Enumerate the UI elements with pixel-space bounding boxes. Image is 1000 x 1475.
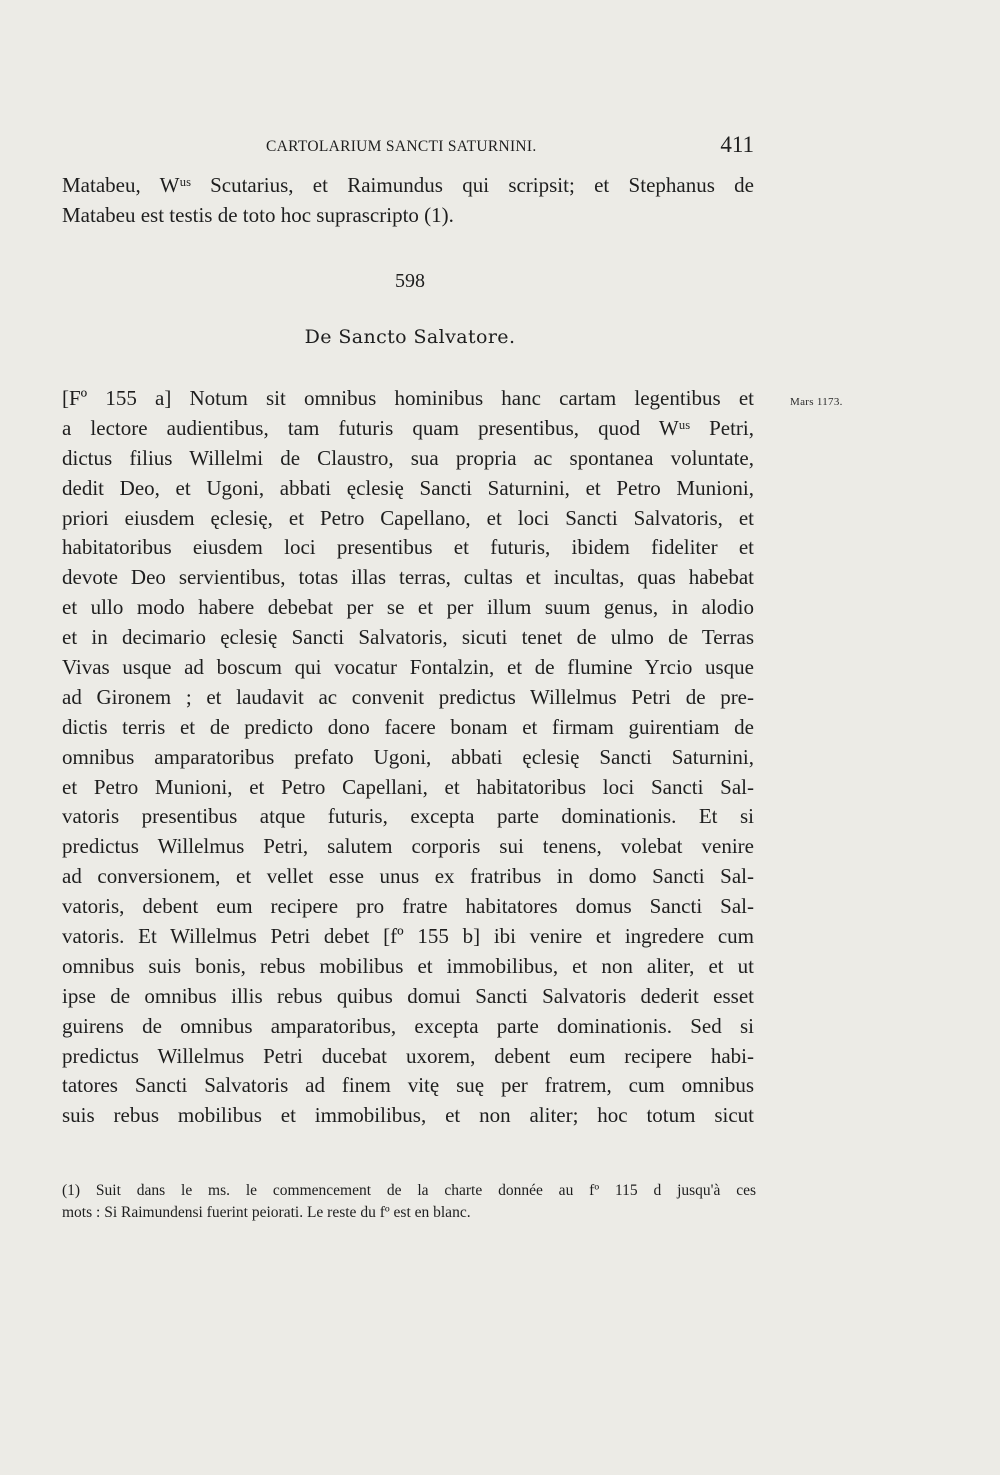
text-line: et ullo modo habere debebat per se et per illum suum genus, in alodio <box>62 595 754 620</box>
text-line: omnibus amparatoribus prefato Ugoni, abbati ęclesię Sancti Saturnini, <box>62 744 754 769</box>
text-line: predictus Willelmus Petri ducebat uxorem, debent eum recipere habi- <box>62 1043 754 1068</box>
text-line: ipse de omnibus illis rebus quibus domui Sancti Salvatoris dederit esset <box>62 983 754 1008</box>
page-number: 411 <box>720 132 754 157</box>
footnote-line: mots : Si Raimundensi fuerint peiorati. Le reste du fº est en blanc. <box>62 1204 471 1221</box>
text-line: dictis terris et de predicto dono facere bonam et firmam guirentiam de <box>62 714 754 739</box>
running-title: CARTOLARIUM SANCTI SATURNINI. <box>266 138 537 155</box>
text-line: priori eiusdem ęclesię, et Petro Capellano, et loci Sancti Salvatoris, et <box>62 505 754 530</box>
footnote-line: (1) Suit dans le ms. le commencement de la charte donnée au fº 115 d jusqu'à ces <box>62 1182 756 1199</box>
text-line: dictus filius Willelmi de Claustro, sua propria ac spontanea voluntate, <box>62 445 754 470</box>
text-line: devote Deo servientibus, totas illas terras, cultas et incultas, quas habebat <box>62 565 754 590</box>
text-line: habitatoribus eiusdem loci presentibus et futuris, ibidem fideliter et <box>62 535 754 560</box>
text-line: Matabeu, Wᵘˢ Scutarius, et Raimundus qui scripsit; et Stephanus de <box>62 173 754 197</box>
text-line: Matabeu est testis de toto hoc suprascripto (1). <box>62 202 454 227</box>
text-line: vatoris presentibus atque futuris, excepta parte dominationis. Et si <box>62 804 754 829</box>
text-line: ad conversionem, et vellet esse unus ex fratribus in domo Sancti Sal- <box>62 864 754 889</box>
text-line: guirens de omnibus amparatoribus, excepta parte dominationis. Sed si <box>62 1013 754 1038</box>
text-line: et Petro Munioni, et Petro Capellani, et habitatoribus loci Sancti Sal- <box>62 774 754 799</box>
text-line: et in decimario ęclesię Sancti Salvatoris, sicuti tenet de ulmo de Terras <box>62 625 754 650</box>
text-line: vatoris. Et Willelmus Petri debet [fº 155 b] ibi venire et ingredere cum <box>62 924 754 949</box>
text-line: predictus Willelmus Petri, salutem corporis sui tenens, volebat venire <box>62 834 754 859</box>
intro-paragraph <box>62 171 754 231</box>
text-line: suis rebus mobilibus et immobilibus, et non aliter; hoc totum sicut <box>62 1103 754 1128</box>
text-line: tatores Sancti Salvatoris ad finem vitę suę per fratrem, cum omnibus <box>62 1073 754 1098</box>
text-line: omnibus suis bonis, rebus mobilibus et immobilibus, et non aliter, et ut <box>62 953 754 978</box>
text-line: [Fº 155 a] Notum sit omnibus hominibus hanc cartam legentibus et <box>62 386 754 410</box>
page-header <box>62 134 756 164</box>
text-line: dedit Deo, et Ugoni, abbati ęclesię Sancti Saturnini, et Petro Munioni, <box>62 475 754 500</box>
footnote <box>62 1180 756 1224</box>
charter-text <box>62 384 754 1131</box>
charter-number: 598 <box>395 270 425 292</box>
text-line: a lectore audientibus, tam futuris quam presentibus, quod Wᵘˢ Petri, <box>62 415 754 440</box>
charter-title: De Sancto Salvatore. <box>304 326 516 348</box>
text-line: Vivas usque ad boscum qui vocatur Fontalzin, et de flumine Yrcio usque <box>62 655 754 680</box>
text-line: vatoris, debent eum recipere pro fratre habitatores domus Sancti Sal- <box>62 894 754 919</box>
margin-date: Mars 1173. <box>790 396 843 408</box>
text-line: ad Gironem ; et laudavit ac convenit predictus Willelmus Petri de pre- <box>62 684 754 709</box>
